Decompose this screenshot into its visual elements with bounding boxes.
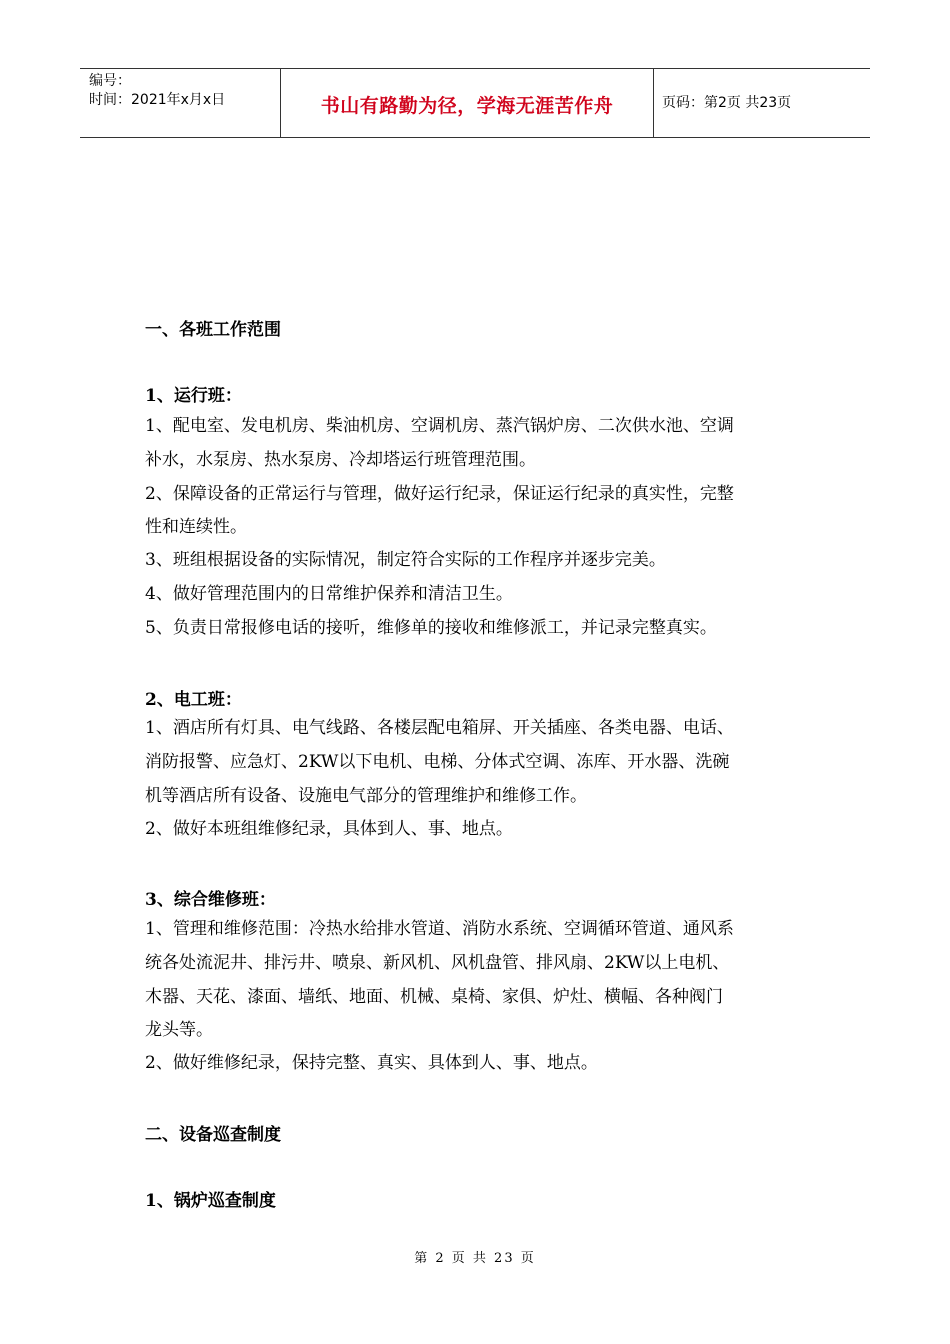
paragraph-line: 1、配电室、发电机房、柴油机房、空调机房、蒸汽锅炉房、二次供水池、空调 bbox=[145, 416, 734, 436]
paragraph-line: 木器、天花、漆面、墙纸、地面、机械、桌椅、家俱、炉灶、横幅、各种阀门 bbox=[145, 987, 723, 1007]
paragraph-line: 1、管理和维修范围：冷热水给排水管道、消防水系统、空调循环管道、通风系 bbox=[145, 919, 734, 939]
subsection-title: 2、电工班： bbox=[145, 690, 242, 710]
paragraph-line: 机等酒店所有设备、设施电气部分的管理维护和维修工作。 bbox=[145, 786, 587, 806]
page-footer: 第 2 页 共 23 页 bbox=[414, 1251, 536, 1266]
section-title: 一、各班工作范围 bbox=[145, 320, 281, 340]
page-info: 页码：第2页 共23页 bbox=[662, 95, 792, 111]
paragraph-line: 统各处流泥井、排污井、喷泉、新风机、风机盘管、排风扇、2KW以上电机、 bbox=[145, 953, 730, 973]
paragraph-line: 龙头等。 bbox=[145, 1020, 213, 1040]
subsection-title: 1、运行班： bbox=[145, 386, 242, 406]
section-title: 二、设备巡查制度 bbox=[145, 1125, 281, 1145]
paragraph-line: 消防报警、应急灯、2KW以下电机、电梯、分体式空调、冻库、开水器、洗碗 bbox=[145, 752, 730, 772]
subsection-title: 3、综合维修班： bbox=[145, 890, 276, 910]
time-label: 时间：2021年x月x日 bbox=[89, 92, 226, 108]
paragraph-line: 补水，水泵房、热水泵房、冷却塔运行班管理范围。 bbox=[145, 450, 536, 470]
document-header bbox=[80, 68, 870, 138]
paragraph-line: 1、酒店所有灯具、电气线路、各楼层配电箱屏、开关插座、各类电器、电话、 bbox=[145, 718, 734, 738]
paragraph-line: 3、班组根据设备的实际情况，制定符合实际的工作程序并逐步完美。 bbox=[145, 550, 666, 570]
paragraph-line: 4、做好管理范围内的日常维护保养和清洁卫生。 bbox=[145, 584, 513, 604]
motto-text: 书山有路勤为径，学海无涯苦作舟 bbox=[320, 95, 614, 117]
paragraph-line: 2、做好维修纪录，保持完整、真实、具体到人、事、地点。 bbox=[145, 1053, 598, 1073]
subsection-title: 1、锅炉巡查制度 bbox=[145, 1191, 276, 1211]
paragraph-line: 5、负责日常报修电话的接听，维修单的接收和维修派工，并记录完整真实。 bbox=[145, 618, 717, 638]
paragraph-line: 性和连续性。 bbox=[145, 517, 247, 537]
header-meta-cell bbox=[80, 69, 281, 137]
header-motto-cell bbox=[281, 69, 654, 137]
paragraph-line: 2、保障设备的正常运行与管理，做好运行纪录，保证运行纪录的真实性，完整 bbox=[145, 484, 734, 504]
number-label: 编号： bbox=[89, 73, 131, 89]
paragraph-line: 2、做好本班组维修纪录，具体到人、事、地点。 bbox=[145, 819, 513, 839]
